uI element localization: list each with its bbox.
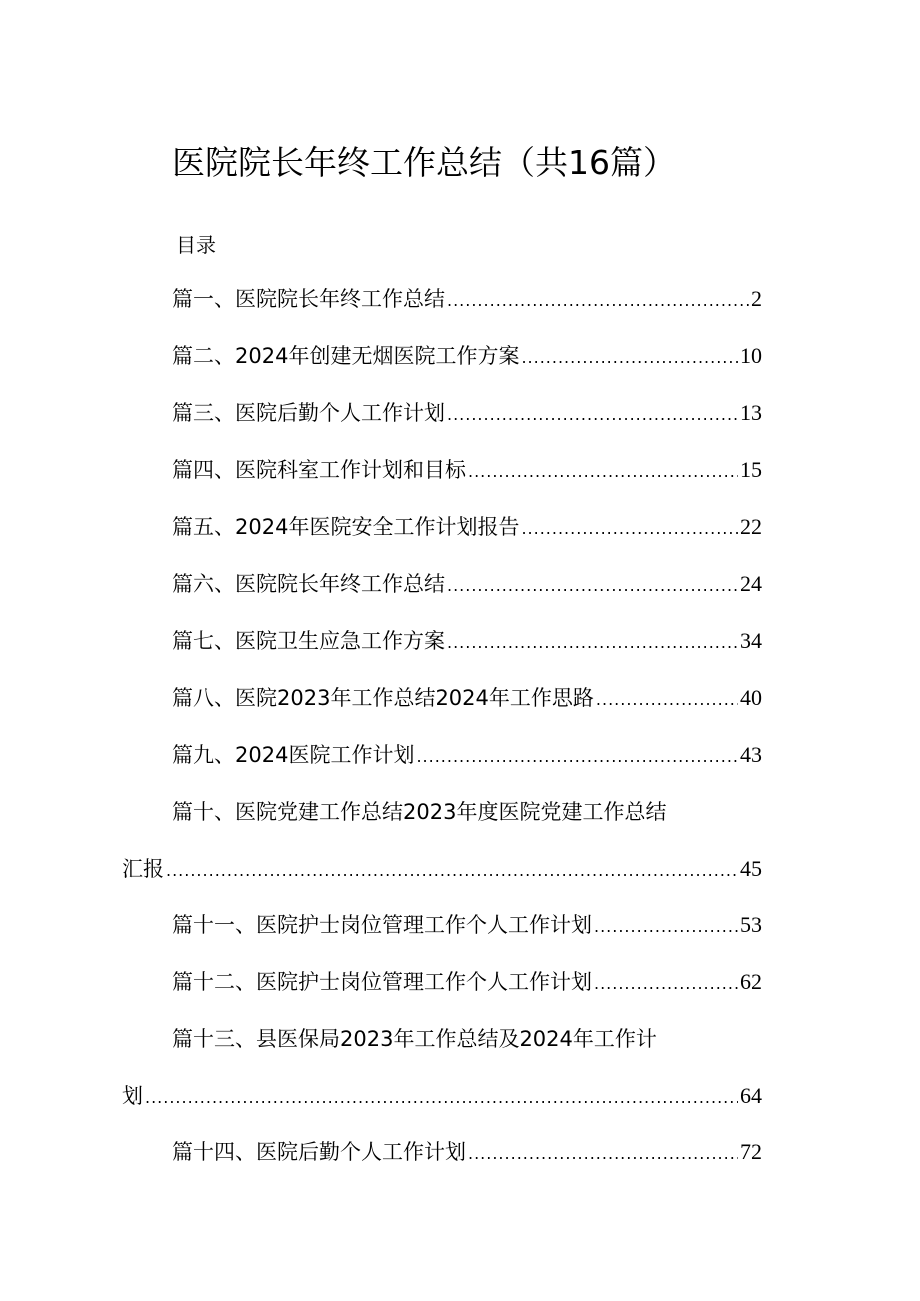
- toc-leader-dots: [447, 286, 749, 316]
- toc-page-number: 22: [740, 514, 762, 539]
- toc-entry-line: [172, 910, 762, 940]
- toc-leader-dots: [596, 685, 738, 715]
- toc-entry-label: 篇十一、医院护士岗位管理工作个人工作计划: [172, 913, 592, 937]
- toc-entry-line: [172, 455, 762, 485]
- toc-leader-dots: [468, 457, 738, 487]
- toc-entry-line: [172, 797, 762, 827]
- toc-leader-dots: [594, 969, 738, 999]
- toc-page-number: 34: [740, 628, 762, 653]
- toc-entry-label: 篇十、医院党建工作总结2023年度医院党建工作总结: [172, 800, 667, 824]
- toc-page-number: 13: [740, 400, 762, 425]
- toc-leader-dots: [521, 514, 738, 544]
- toc-leader-dots: [521, 343, 738, 373]
- toc-page-number: 64: [740, 1083, 762, 1108]
- toc-page-number: 24: [740, 571, 762, 596]
- toc-entry-label: 篇十二、医院护士岗位管理工作个人工作计划: [172, 970, 592, 994]
- toc-entry-label: 篇七、医院卫生应急工作方案: [172, 629, 445, 653]
- toc-leader-dots: [594, 912, 738, 942]
- toc-entry-label: 篇二、2024年创建无烟医院工作方案: [172, 344, 520, 368]
- toc-entry-label: 篇八、医院2023年工作总结2024年工作思路: [172, 686, 594, 710]
- toc-entry-label: 篇六、医院院长年终工作总结: [172, 572, 445, 596]
- toc-entry-label: 篇四、医院科室工作计划和目标: [172, 458, 466, 482]
- toc-leader-dots: [145, 1083, 738, 1113]
- toc-entry-line: [172, 398, 762, 428]
- toc-page-number: 40: [740, 685, 762, 710]
- toc-leader-dots: [447, 628, 738, 658]
- toc-leader-dots: [447, 400, 738, 430]
- toc-entry-continuation-line: [122, 1081, 762, 1111]
- toc-entry-label: 篇十三、县医保局2023年工作总结及2024年工作计: [172, 1027, 657, 1051]
- toc-entry-label: 篇三、医院后勤个人工作计划: [172, 401, 445, 425]
- toc-entry-line: [172, 284, 762, 314]
- toc-entry-line: [172, 1137, 762, 1167]
- toc-entry-line: [172, 683, 762, 713]
- toc-page-number: 72: [740, 1139, 762, 1164]
- toc-leader-dots: [447, 571, 738, 601]
- toc-page-number: 15: [740, 457, 762, 482]
- toc-page-number: 45: [740, 856, 762, 881]
- toc-entry-continuation-line: [122, 854, 762, 884]
- toc-entry-label: 篇九、2024医院工作计划: [172, 743, 415, 767]
- toc-leader-dots: [166, 856, 738, 886]
- toc-page-number: 43: [740, 742, 762, 767]
- toc-leader-dots: [416, 742, 738, 772]
- toc-entry-continuation: 划: [122, 1084, 143, 1108]
- toc-entry-line: [172, 626, 762, 656]
- toc-entry-line: [172, 967, 762, 997]
- toc-entry-line: [172, 569, 762, 599]
- toc-page-number: 53: [740, 912, 762, 937]
- toc-page-number: 2: [751, 286, 762, 311]
- toc-entry-line: [172, 740, 762, 770]
- toc-page-number: 62: [740, 969, 762, 994]
- toc-entry-line: [172, 512, 762, 542]
- toc-page-number: 10: [740, 343, 762, 368]
- toc-entry-label: 篇一、医院院长年终工作总结: [172, 287, 445, 311]
- toc-entry-line: [172, 341, 762, 371]
- toc-entry-line: [172, 1024, 762, 1054]
- toc-entry-continuation: 汇报: [122, 857, 164, 881]
- toc-entry-label: 篇五、2024年医院安全工作计划报告: [172, 515, 520, 539]
- page-title: 医院院长年终工作总结（共16篇）: [172, 143, 676, 182]
- toc-entry-label: 篇十四、医院后勤个人工作计划: [172, 1140, 466, 1164]
- toc-heading: 目录: [176, 233, 216, 257]
- toc-leader-dots: [468, 1139, 738, 1169]
